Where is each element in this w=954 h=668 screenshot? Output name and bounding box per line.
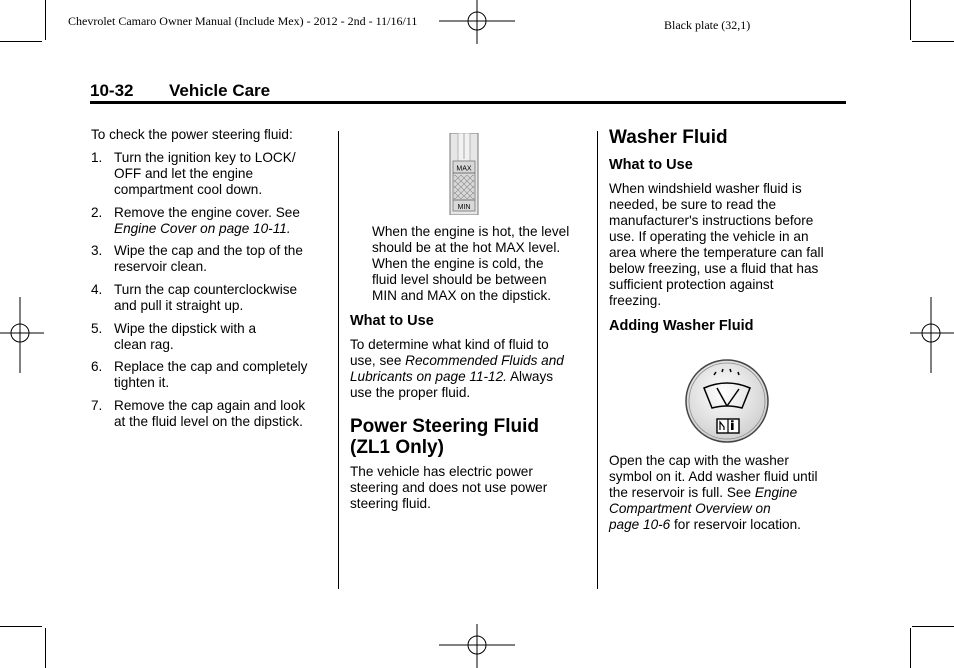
- crop-mark: [0, 41, 42, 42]
- crop-mark: [910, 628, 911, 668]
- washer-fluid-heading: Washer Fluid: [609, 127, 728, 148]
- crop-mark: [45, 0, 46, 40]
- print-header-left: Chevrolet Camaro Owner Manual (Include Mex) - 2012 - 2nd - 11/16/11: [68, 14, 418, 28]
- adding-washer-fluid-body: Open the cap with the washer symbol on it. Add washer fluid until the reservoir is full. See Engine Compartment Overview on page 10-6 for reservoir location.: [609, 453, 818, 532]
- washer-what-to-use-heading: What to Use: [609, 157, 693, 173]
- registration-mark-right: [910, 297, 954, 373]
- column-divider: [597, 131, 598, 589]
- registration-mark-left: [0, 297, 44, 373]
- registration-mark-top: [439, 0, 515, 44]
- steps-intro: To check the power steering fluid:: [91, 127, 293, 142]
- crop-mark: [912, 41, 954, 42]
- cross-reference: Lubricants on page 11-12.: [350, 369, 507, 384]
- crop-mark: [910, 0, 911, 40]
- section-title: Vehicle Care: [169, 81, 271, 100]
- dipstick-max-label: MAX: [456, 165, 472, 173]
- cross-reference: Compartment Overview on: [609, 501, 771, 516]
- washer-what-to-use-body: When windshield washer fluid is needed, be sure to read the manufacturer's instructions before use. If operating the vehicle in an area where the temperature can fall below freezing, use a fluid that has sufficient protection against freezing.: [609, 181, 824, 308]
- cross-reference: Engine Cover on page 10-11.: [114, 221, 291, 236]
- crop-mark: [45, 628, 46, 668]
- adding-washer-fluid-heading: Adding Washer Fluid: [609, 318, 754, 334]
- dipstick-min-label: MIN: [457, 204, 471, 211]
- registration-mark-bottom: [439, 624, 515, 668]
- header-rule: [90, 101, 846, 104]
- page-header: [90, 81, 270, 101]
- washer-symbol-icon: [684, 358, 770, 444]
- cross-reference: page 10-6: [609, 517, 671, 532]
- what-to-use-body: To determine what kind of fluid to use, see Recommended Fluids and Lubricants on page 11-12. Always use the proper fluid.: [350, 337, 564, 400]
- column-divider: [338, 131, 339, 589]
- what-to-use-heading: What to Use: [350, 313, 434, 329]
- dipstick-illustration: [449, 133, 479, 215]
- dipstick-caption: When the engine is hot, the level should be at the hot MAX level. When the engine is cold, the fluid level should be between MIN and MAX on the dipstick.: [372, 224, 570, 303]
- cross-reference: Recommended Fluids and: [405, 353, 564, 368]
- power-steering-body: The vehicle has electric power steering and does not use power steering fluid.: [350, 464, 548, 511]
- power-steering-heading: Power Steering Fluid (ZL1 Only): [350, 416, 539, 458]
- crop-mark: [912, 626, 954, 627]
- print-header-right: Black plate (32,1): [664, 18, 751, 32]
- page-number: 10-32: [90, 81, 134, 100]
- crop-mark: [0, 626, 42, 627]
- cross-reference: Engine: [754, 485, 798, 500]
